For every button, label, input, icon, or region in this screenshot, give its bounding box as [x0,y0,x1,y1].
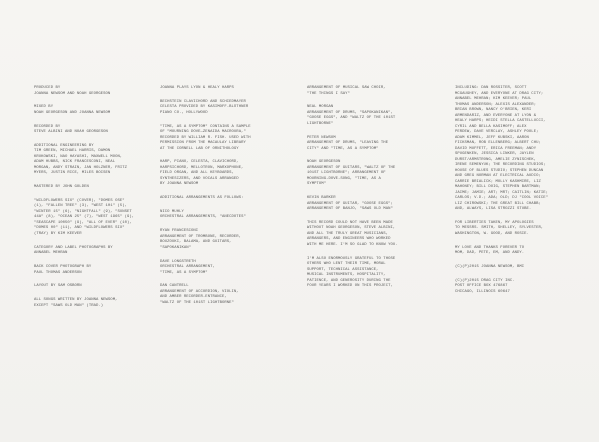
credit-block: FOR LIBERTIES TAKEN, MY APOLOGIES TO MESSRS. SMITH, SHELLEY, SYLVESTER, WASHINGTON, W. GOOD, AND ROSIE. [455,220,544,236]
credit-block: DAVE LONGSTRETH ORCHESTRAL ARRANGEMENT, "TIME, AS A SYMPTOM" [160,259,215,275]
credit-block: RECORDED BY STEVE ALBINI AND NOAH GEORGESON [34,124,108,135]
credit-block: MY LOVE AND THANKS FOREVER TO MOM, DAD, PETE, EM, AND ANDY. [455,245,525,256]
credit-block: "TIME, AS A SYMPTOM" CONTAINS A SAMPLE OF "MOURNING DOVE—ZENAIDA MACROURA," RECORDED BY WILLIAM R. FISH. USED WITH PERMISSION FROM THE MACAULAY LIBRARY AT THE CORNELL LAB OF ORNITHOLOGY [160,124,251,151]
credit-block: HARP, PIANO, CELESTA, CLAVICHORD, HARPSICHORD, MELLOTRON, MARXOPHONE, FIELD ORGAN, AND ALL KEYBOARDS, SYNTHESIZERS, AND VOCALS ARRANGED BY JOANNA NEWSOM [160,160,244,187]
credit-block: MIXED BY NOAH GEORGESON AND JOANNA NEWSOM [34,105,111,115]
credit-block: NOAH GEORGESON ARRANGEMENT OF GUITARS, "WALTZ OF THE 101ST LIGHTBORNE"; ARRANGEMENT OF MOURNING-DOVE-SONG, "TIME, AS A SYMPTOM" [307,160,396,187]
credit-block: ALL SONGS WRITTEN BY JOANNA NEWSOM, EXCEPT "SAWS OLD MAN" (TRAD.) [34,298,118,308]
credit-block: I'M ALSO ENORMOUSLY GRATEFUL TO THOSE OTHERS WHO LENT THEIR TIME, MORAL SUPPORT, TECHNICAL ASSISTANCE, MUSICAL INSTRUMENTS, HOSPITALITY, PATIENCE, AND GENEROSITY DURING THE FOUR YEARS I WORKED ON THIS PROJECT, [307,256,396,289]
credit-block: THIS RECORD COULD NOT HAVE BEEN MADE WITHOUT NOAH GEORGESON, STEVE ALBINI, AND ALL THE TRULY GREAT MUSICIANS, ARRANGERS, AND ENGINEERS WHO WORKED WITH ME HERE. I'M SO GLAD TO KNOW YOU. [307,220,398,247]
credit-block: KEVIN BARKER ARRANGEMENT OF GUITAR, "GOOSE EGGS"; ARRANGEMENT OF BANJO, "SAWS OLD MAN" [307,196,393,212]
credit-block: INCLUDING: DAN ROSSITER, SCOTT MCGAUGHEY, AND EVERYONE AT DRAG CITY; ANNABEL MEHRAN; KIM KEEVER; PAUL THOMAS ANDERSON; ALEXIS ALEXANDER; BRIAN BROWN, NANCY O'BRIEN, KERI ARMENDARIZ, AND EVERYONE AT LYON & HEALY HARPS; HEIDI STELLA CASTELLUCCI, CYRIL AND BELLA KASIMOFF; ALEX PERDEW, DAVE VERCLAY, ASHLEY POOLE; ADAM KIMMEL, JEFF KUBSKI, AARON FICKSMAN, ROB ELLENBERG; ALBERT CHU; DAVID MUFFETT, ERICA FREEMAN; ANDY SPUGENKEN, JESSICA LINKER, JAYLEN DURST/ARMSTRONG, AMELIE ZYNISCHEK, IRENE SEMENYUK; THE RECORDING STUDIOS; HOUSE OF BLUES STUDIO; STEPHEN DUNCAN AND GREG NORMAN AT ELECTRICAL AUDIO; CARRIE BRIALICK; MOLLY KASHMIRE, LIZ MAHONEY; BILL DOIG, STEPHEN BARTMAN; JAIME; JAMIE; ART; MRT; CAITLIN; KATIE; CARLOS; V.D.; ADA; OLD; DJ "COOL VOICE" LIZ CHIROWSKI; THE GREAT BILL CHABB; AND, ALWAYS, LISA STROZZI STUBE. [455,86,549,211]
credit-block: ARRANGEMENT OF MUSICAL SAW CHOIR, "THE THINGS I SAY" [307,86,386,96]
credit-block: NICO MUHLY ORCHESTRAL ARRANGEMENTS, "ANECDOTES" [160,209,246,220]
credit-block: "WILDFLOWERS SIX" (COVER), "DOMES OSE" (1), "FALLEN TREE" (3), "WEST 101" (5), "WINTER 15" (6), "NIGHTFALL" (9), "SUNSET 44A" (8), "OCEAN 25" (7), "WEST 1965" (9), "SEASCAPE 10050" (9), "ALL OF EVER" (10), "DOMES 00" (11), AND "WILDFLOWERS SIX" (TRAY) BY KIM KEEVER [34,198,135,236]
credit-block: CATEGORY AND LABEL PHOTOGRAPHS BY ANNABEL MEHRAN [34,245,113,256]
credits-column-4 [455,86,590,303]
credit-block: MASTERED BY JOHN GOLDEN [34,185,89,190]
credit-block: ADDITIONAL ENGINEERING BY TIM GREEN, MICHAEL HARRIS, DAMON KRUKOWSKI, NAO HAYASHI, MAXWELL MOON, ADAM HUBBS, NICK FRANCESCONI, NEAL MORGAN, ANDY STRAIN, JAN HOLZNER, FRITZ MYERS, JUSTIN RICE, MILES BOISEN [34,143,128,176]
credit-block: PETER NEWSOM ARRANGEMENT OF DRUMS, "LEAVING THE CITY" AND "TIME, AS A SYMPTOM" [307,135,389,151]
credit-block: (C)(P)2015 JOANNA NEWSOM, BMI [455,264,525,269]
credit-block: BECHSTEIN CLAVICHORD AND SCHIEDMAYER CELESTA PROVIDED BY KASIMOFF-BLÜTHNER PIANO CO., HOLLYWOOD [160,99,249,115]
credit-block: ADDITIONAL ARRANGEMENTS AS FOLLOWS: [160,196,244,201]
credit-block: NEAL MORGAN ARRANGEMENT OF DRUMS, "SAPOKANIKAN", "GOOSE EGGS", AND "WALTZ OF THE 101ST LIGHTBORNE" [307,105,396,126]
credit-block: RYAN FRANCESCONI ARRANGEMENT OF TROMBONE, RECORDER, BOUZOUKI, BALAMA, AND GUITARS, "SAPOKANIKAN" [160,229,242,250]
credits-column-1 [34,86,166,317]
credits-column-2 [160,86,292,315]
credit-block: JOANNA PLAYS LYON & HEALY HARPS [160,86,234,90]
credits-column-3 [307,86,439,298]
credit-block: PRODUCED BY JOANNA NEWSOM AND NOAH GEORGESON [34,86,111,96]
credit-block: (C)(P)2015 DRAG CITY INC. POST OFFICE BOX 476867 CHICAGO, ILLINOIS 60647 [455,278,515,294]
credit-block: LAYOUT BY SAM OSBORN [34,284,82,289]
credit-block: BACK COVER PHOTOGRAPH BY PAUL THOMAS ANDERSON [34,265,92,275]
credit-block: DAN CANTRELL ARRANGEMENT OF ACCORDION, VIOLIN, AND AMBER RECORDER-ENTRANCE, "WALTZ OF THE 101ST LIGHTBORNE" [160,284,239,305]
